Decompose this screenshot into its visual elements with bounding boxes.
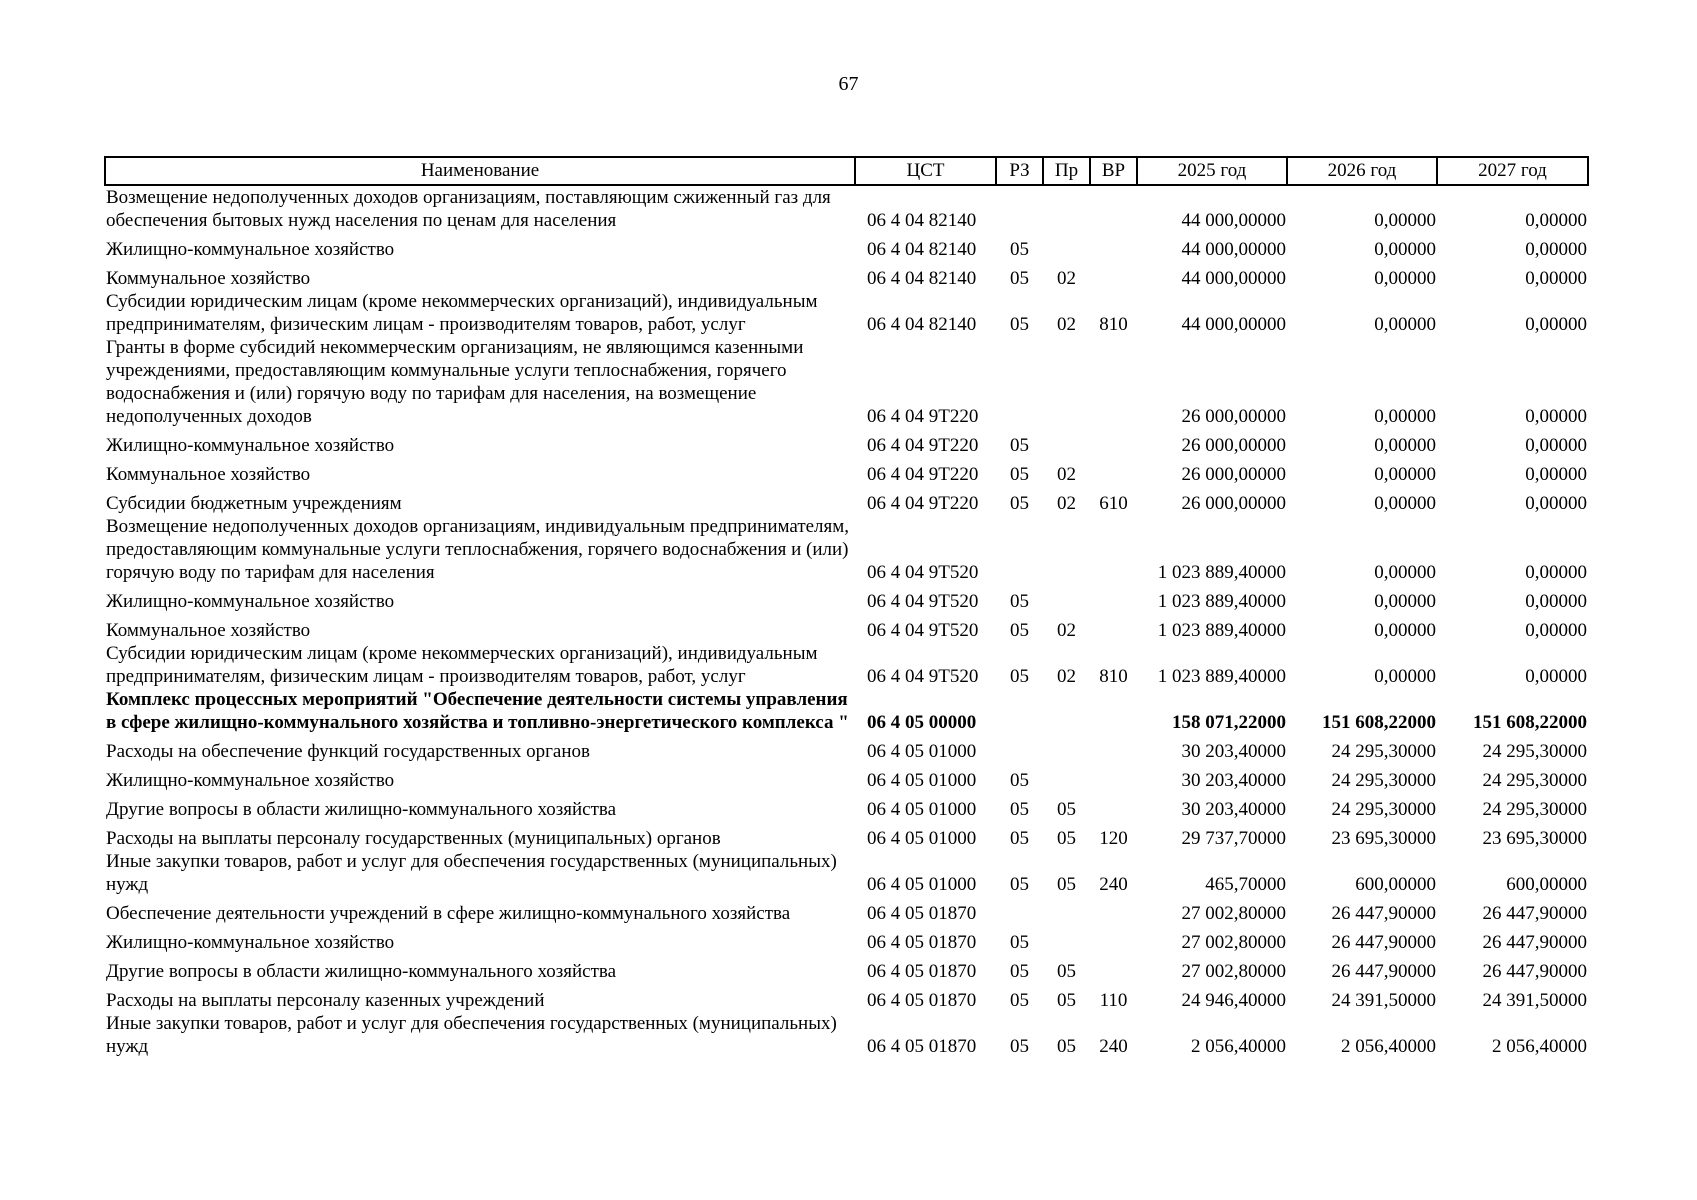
cell-rz: 05 (1010, 239, 1029, 260)
cell-rz: 05 (1010, 666, 1029, 687)
cell-rz: 05 (1010, 268, 1029, 289)
cell-cst: 06 4 04 82140 (867, 314, 977, 335)
cell-2025: 44 000,00000 (1181, 210, 1286, 231)
cell-2025: 1 023 889,40000 (1157, 620, 1286, 641)
cell-2026: 0,00000 (1374, 591, 1436, 612)
cell-cst: 06 4 04 9Т520 (867, 562, 979, 583)
cell-vr (1090, 584, 1137, 613)
cell-2026: 0,00000 (1374, 239, 1436, 260)
cell-2027: 600,00000 (1506, 874, 1587, 895)
cell-pr (1043, 763, 1090, 792)
cell-cst: 06 4 05 01870 (867, 990, 977, 1011)
table-row (105, 896, 1588, 925)
cell-pr: 02 (1057, 493, 1076, 514)
cell-cst: 06 4 04 9Т220 (867, 406, 979, 427)
cell-2027: 0,00000 (1525, 239, 1587, 260)
cell-2026: 0,00000 (1374, 210, 1436, 231)
cell-rz (996, 185, 1043, 232)
table-row (105, 925, 1588, 954)
cell-2025: 30 203,40000 (1181, 799, 1286, 820)
cell-rz: 05 (1010, 464, 1029, 485)
header-2027: 2027 год (1437, 157, 1588, 185)
cell-vr (1090, 734, 1137, 763)
cell-pr (1043, 232, 1090, 261)
table-row (105, 457, 1588, 486)
cell-2026: 0,00000 (1374, 620, 1436, 641)
table-row (105, 185, 1588, 232)
header-pr: Пр (1043, 157, 1090, 185)
cell-2026: 24 295,30000 (1331, 770, 1436, 791)
cell-2026: 0,00000 (1374, 406, 1436, 427)
cell-pr: 05 (1057, 874, 1076, 895)
cell-pr (1043, 688, 1090, 734)
cell-vr: 120 (1099, 828, 1128, 849)
cell-2025: 26 000,00000 (1181, 493, 1286, 514)
table-row (105, 688, 1588, 734)
cell-2027: 0,00000 (1525, 435, 1587, 456)
cell-name: Субсидии юридическим лицам (кроме некоммерческих организаций), индивидуальным предпринимателям, физическим лицам - производителям товаров, работ, услуг (106, 291, 818, 335)
table-row (105, 613, 1588, 642)
cell-name: Коммунальное хозяйство (106, 464, 311, 485)
cell-2027: 0,00000 (1525, 210, 1587, 231)
cell-vr: 610 (1099, 493, 1128, 514)
table-header (105, 157, 1588, 185)
cell-cst: 06 4 05 01000 (867, 770, 977, 791)
cell-2025: 1 023 889,40000 (1157, 591, 1286, 612)
cell-cst: 06 4 05 01000 (867, 741, 977, 762)
table-row (105, 486, 1588, 515)
cell-2026: 0,00000 (1374, 464, 1436, 485)
cell-pr (1043, 925, 1090, 954)
cell-2027: 2 056,40000 (1492, 1036, 1587, 1057)
cell-2027: 0,00000 (1525, 591, 1587, 612)
cell-2026: 23 695,30000 (1331, 828, 1436, 849)
cell-rz (996, 688, 1043, 734)
table-row (105, 336, 1588, 428)
table-row (105, 642, 1588, 688)
cell-cst: 06 4 04 9Т520 (867, 666, 979, 687)
cell-name: Возмещение недополученных доходов организациям, поставляющим сжиженный газ для обеспечения бытовых нужд населения по ценам для населения (106, 187, 831, 231)
cell-2026: 26 447,90000 (1331, 961, 1436, 982)
cell-2026: 600,00000 (1355, 874, 1436, 895)
cell-pr (1043, 584, 1090, 613)
cell-2026: 2 056,40000 (1341, 1036, 1436, 1057)
cell-rz: 05 (1010, 314, 1029, 335)
table-row (105, 983, 1588, 1012)
cell-2027: 0,00000 (1525, 314, 1587, 335)
cell-2025: 27 002,80000 (1181, 961, 1286, 982)
cell-name: Иные закупки товаров, работ и услуг для обеспечения государственных (муниципальных) нужд (106, 851, 837, 895)
cell-2025: 1 023 889,40000 (1157, 562, 1286, 583)
cell-cst: 06 4 05 01870 (867, 961, 977, 982)
cell-vr (1090, 515, 1137, 584)
cell-2027: 26 447,90000 (1482, 961, 1587, 982)
cell-cst: 06 4 04 9Т220 (867, 493, 979, 514)
cell-cst: 06 4 05 01000 (867, 828, 977, 849)
cell-2025: 465,70000 (1205, 874, 1286, 895)
cell-vr (1090, 896, 1137, 925)
cell-vr (1090, 925, 1137, 954)
cell-2026: 0,00000 (1374, 314, 1436, 335)
cell-2026: 0,00000 (1374, 666, 1436, 687)
cell-rz: 05 (1010, 620, 1029, 641)
cell-vr (1090, 457, 1137, 486)
cell-cst: 06 4 04 9Т220 (867, 464, 979, 485)
cell-vr (1090, 763, 1137, 792)
cell-2027: 0,00000 (1525, 268, 1587, 289)
cell-name: Коммунальное хозяйство (106, 268, 311, 289)
cell-2027: 24 391,50000 (1482, 990, 1587, 1011)
cell-rz: 05 (1010, 828, 1029, 849)
cell-cst: 06 4 04 82140 (867, 268, 977, 289)
cell-rz: 05 (1010, 799, 1029, 820)
cell-cst: 06 4 05 01870 (867, 1036, 977, 1057)
cell-pr: 05 (1057, 1036, 1076, 1057)
cell-vr: 240 (1099, 874, 1128, 895)
table-row (105, 290, 1588, 336)
cell-pr (1043, 896, 1090, 925)
cell-rz: 05 (1010, 932, 1029, 953)
cell-2026: 24 391,50000 (1331, 990, 1436, 1011)
cell-name: Расходы на обеспечение функций государственных органов (106, 741, 590, 762)
cell-rz: 05 (1010, 961, 1029, 982)
table-row (105, 792, 1588, 821)
table-row (105, 232, 1588, 261)
budget-table (104, 156, 1589, 1058)
cell-2025: 29 737,70000 (1181, 828, 1286, 849)
cell-2025: 2 056,40000 (1191, 1036, 1286, 1057)
cell-pr: 02 (1057, 314, 1076, 335)
cell-2027: 151 608,22000 (1473, 712, 1587, 733)
table-body (105, 185, 1588, 1058)
cell-2027: 24 295,30000 (1482, 741, 1587, 762)
cell-rz: 05 (1010, 493, 1029, 514)
cell-vr (1090, 688, 1137, 734)
cell-cst: 06 4 05 01000 (867, 874, 977, 895)
cell-name: Иные закупки товаров, работ и услуг для обеспечения государственных (муниципальных) нужд (106, 1013, 837, 1057)
cell-2027: 0,00000 (1525, 493, 1587, 514)
cell-2027: 0,00000 (1525, 464, 1587, 485)
cell-vr: 810 (1099, 314, 1128, 335)
cell-2026: 26 447,90000 (1331, 932, 1436, 953)
page-number: 67 (838, 73, 859, 95)
cell-cst: 06 4 05 01870 (867, 903, 977, 924)
cell-pr (1043, 515, 1090, 584)
cell-2025: 27 002,80000 (1181, 903, 1286, 924)
cell-2027: 0,00000 (1525, 620, 1587, 641)
cell-pr (1043, 185, 1090, 232)
cell-2025: 26 000,00000 (1181, 464, 1286, 485)
cell-2027: 0,00000 (1525, 406, 1587, 427)
cell-pr (1043, 336, 1090, 428)
cell-vr (1090, 954, 1137, 983)
cell-2027: 26 447,90000 (1482, 932, 1587, 953)
table-row (105, 584, 1588, 613)
cell-pr: 02 (1057, 268, 1076, 289)
table-row (105, 428, 1588, 457)
cell-pr (1043, 428, 1090, 457)
cell-cst: 06 4 04 9Т520 (867, 620, 979, 641)
table-row (105, 261, 1588, 290)
cell-vr: 240 (1099, 1036, 1128, 1057)
cell-2026: 0,00000 (1374, 493, 1436, 514)
cell-rz (996, 896, 1043, 925)
cell-name: Субсидии бюджетным учреждениям (106, 493, 402, 514)
cell-2026: 24 295,30000 (1331, 741, 1436, 762)
cell-2025: 1 023 889,40000 (1157, 666, 1286, 687)
table-row (105, 763, 1588, 792)
cell-pr: 05 (1057, 990, 1076, 1011)
cell-2025: 44 000,00000 (1181, 239, 1286, 260)
cell-cst: 06 4 05 01000 (867, 799, 977, 820)
table-row (105, 954, 1588, 983)
cell-name: Жилищно-коммунальное хозяйство (106, 932, 395, 953)
cell-2026: 26 447,90000 (1331, 903, 1436, 924)
cell-2027: 23 695,30000 (1482, 828, 1587, 849)
cell-pr (1043, 734, 1090, 763)
cell-vr (1090, 428, 1137, 457)
cell-name: Коммунальное хозяйство (106, 620, 311, 641)
cell-rz: 05 (1010, 874, 1029, 895)
header-cst: ЦСТ (855, 157, 996, 185)
cell-vr: 810 (1099, 666, 1128, 687)
table-row (105, 821, 1588, 850)
cell-2026: 0,00000 (1374, 562, 1436, 583)
cell-pr: 02 (1057, 666, 1076, 687)
cell-rz (996, 734, 1043, 763)
cell-2025: 24 946,40000 (1181, 990, 1286, 1011)
cell-cst: 06 4 04 82140 (867, 210, 977, 231)
cell-name: Обеспечение деятельности учреждений в сфере жилищно-коммунального хозяйства (106, 903, 791, 924)
cell-rz: 05 (1010, 990, 1029, 1011)
cell-name: Расходы на выплаты персоналу государственных (муниципальных) органов (106, 828, 721, 849)
cell-2027: 26 447,90000 (1482, 903, 1587, 924)
header-2026: 2026 год (1287, 157, 1437, 185)
cell-name: Другие вопросы в области жилищно-коммунального хозяйства (106, 799, 617, 820)
cell-name: Возмещение недополученных доходов организациям, индивидуальным предпринимателям, предоставляющим коммунальные услуги теплоснабжения, горячего водоснабжения и (или) горячую воду по тарифам для населения (106, 516, 850, 583)
cell-2026: 24 295,30000 (1331, 799, 1436, 820)
cell-2025: 44 000,00000 (1181, 268, 1286, 289)
cell-2025: 26 000,00000 (1181, 435, 1286, 456)
cell-pr: 02 (1057, 464, 1076, 485)
cell-2025: 30 203,40000 (1181, 741, 1286, 762)
cell-name: Жилищно-коммунальное хозяйство (106, 770, 395, 791)
cell-name: Гранты в форме субсидий некоммерческим организациям, не являющимся казенными учреждениями, предоставляющим коммунальные услуги теплоснабжения, горячего водоснабжения и (или) горячую воду по тарифам для населения, на возмещение недополученных доходов (106, 337, 804, 427)
header-name: Наименование (105, 157, 855, 185)
cell-name: Комплекс процессных мероприятий "Обеспечение деятельности системы управления в сфере жилищно-коммунального хозяйства и топливно-энергетического комплекса " (106, 689, 849, 733)
cell-pr: 05 (1057, 961, 1076, 982)
cell-2027: 0,00000 (1525, 666, 1587, 687)
cell-cst: 06 4 05 00000 (867, 712, 977, 733)
cell-vr (1090, 185, 1137, 232)
cell-2025: 30 203,40000 (1181, 770, 1286, 791)
table-row (105, 850, 1588, 896)
cell-rz: 05 (1010, 435, 1029, 456)
cell-vr (1090, 336, 1137, 428)
cell-pr: 05 (1057, 799, 1076, 820)
cell-2025: 26 000,00000 (1181, 406, 1286, 427)
header-rz: РЗ (996, 157, 1043, 185)
cell-2025: 27 002,80000 (1181, 932, 1286, 953)
cell-2027: 24 295,30000 (1482, 799, 1587, 820)
cell-vr (1090, 792, 1137, 821)
cell-pr: 02 (1057, 620, 1076, 641)
cell-2027: 0,00000 (1525, 562, 1587, 583)
cell-name: Жилищно-коммунальное хозяйство (106, 435, 395, 456)
cell-2026: 151 608,22000 (1322, 712, 1436, 733)
cell-2026: 0,00000 (1374, 268, 1436, 289)
cell-vr: 110 (1099, 990, 1128, 1011)
cell-cst: 06 4 04 9Т220 (867, 435, 979, 456)
cell-cst: 06 4 04 82140 (867, 239, 977, 260)
header-2025: 2025 год (1137, 157, 1287, 185)
header-vr: ВР (1090, 157, 1137, 185)
cell-pr: 05 (1057, 828, 1076, 849)
cell-vr (1090, 261, 1137, 290)
cell-rz (996, 336, 1043, 428)
cell-name: Другие вопросы в области жилищно-коммунального хозяйства (106, 961, 617, 982)
cell-rz: 05 (1010, 591, 1029, 612)
table-row (105, 515, 1588, 584)
cell-cst: 06 4 04 9Т520 (867, 591, 979, 612)
cell-2025: 44 000,00000 (1181, 314, 1286, 335)
cell-name: Расходы на выплаты персоналу казенных учреждений (106, 990, 545, 1011)
cell-2025: 158 071,22000 (1172, 712, 1286, 733)
cell-2027: 24 295,30000 (1482, 770, 1587, 791)
cell-name: Жилищно-коммунальное хозяйство (106, 239, 395, 260)
cell-name: Жилищно-коммунальное хозяйство (106, 591, 395, 612)
cell-cst: 06 4 05 01870 (867, 932, 977, 953)
cell-2026: 0,00000 (1374, 435, 1436, 456)
cell-name: Субсидии юридическим лицам (кроме некоммерческих организаций), индивидуальным предпринимателям, физическим лицам - производителям товаров, работ, услуг (106, 643, 818, 687)
table-row (105, 734, 1588, 763)
cell-vr (1090, 232, 1137, 261)
cell-rz: 05 (1010, 1036, 1029, 1057)
cell-rz (996, 515, 1043, 584)
cell-rz: 05 (1010, 770, 1029, 791)
cell-vr (1090, 613, 1137, 642)
table-row (105, 1012, 1588, 1058)
